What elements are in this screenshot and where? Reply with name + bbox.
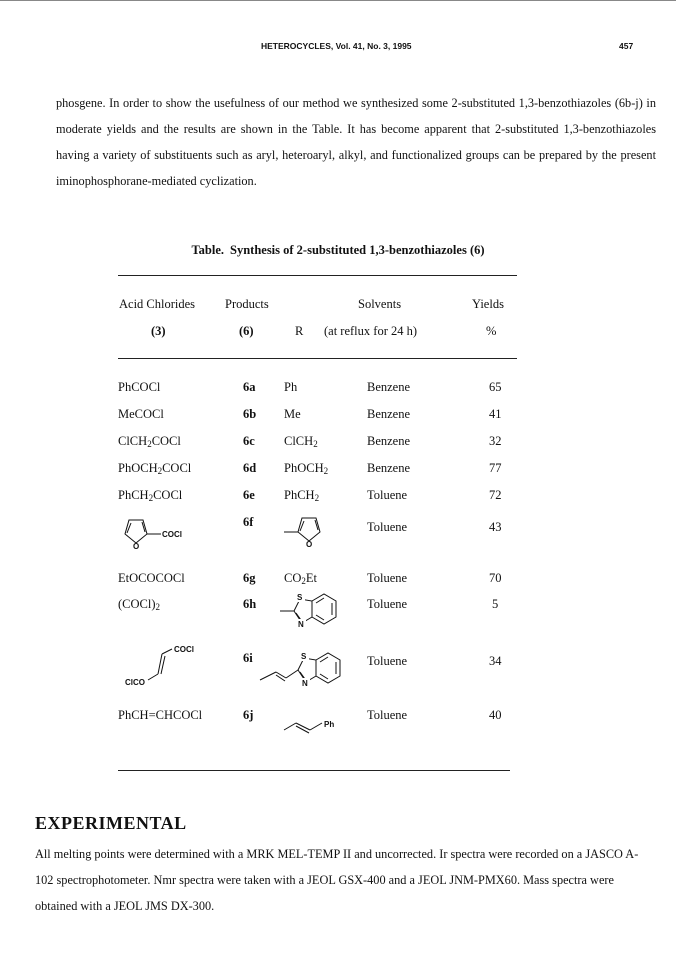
col-header-acid-chlorides: Acid Chlorides [119, 297, 196, 311]
styryl-r-structure [280, 710, 360, 741]
svg-text:ClCO: ClCO [125, 678, 145, 687]
acid-chloride-6j: PhCH=CHCOCl [118, 708, 203, 722]
solvent-6c: Benzene [367, 434, 411, 448]
product-6a: 6a [243, 380, 256, 394]
r-group-6a: Ph [284, 380, 298, 394]
acid-chloride-6d: PhOCH$_2$COCl [118, 461, 192, 476]
r-group-6g: $CO_2Et$ [284, 571, 317, 586]
col-header-yields: Yields [472, 297, 504, 311]
vinyl-benzothiazolyl-r-structure [258, 640, 360, 699]
r-group-6e: PhCH$_2$ [284, 488, 320, 503]
solvent-6h: Toluene [367, 597, 408, 611]
yield-6d: 77 [489, 461, 502, 475]
svg-text:S: S [297, 593, 303, 602]
r-group-6c: ClCH$_2$ [284, 434, 318, 449]
furoyl-chloride-structure [115, 510, 205, 557]
col-header-products: Products [225, 297, 269, 311]
yield-6j: 40 [489, 708, 502, 722]
acid-chloride-6h: $(COCl)_2$ [118, 597, 160, 612]
product-6j: 6j [243, 708, 254, 722]
body-paragraph: phosgene. In order to show the usefulness of our method we synthesized some 2-substituted 1,3-benzothiazoles (6b-j) in moderate yields and the results are shown in the Table. It has become apparent that 2-substituted 1,3-benzothiazoles having a variety of substituents such as aryl, heteroaryl, alkyl, and functionalized groups can be prepared by the present iminophosphorane-mediated cyclization. [56, 96, 656, 188]
solvent-6g: Toluene [367, 571, 408, 585]
col-header-r: R [295, 324, 304, 338]
table-top-rule [118, 275, 517, 276]
product-6c: 6c [243, 434, 255, 448]
product-6e: 6e [243, 488, 255, 502]
svg-text:O: O [133, 542, 140, 551]
product-6b: 6b [243, 407, 257, 421]
svg-text:Ph: Ph [324, 720, 335, 729]
fumaroyl-chloride-structure [114, 640, 204, 697]
acid-chloride-6c: ClCH$_2$COCl [118, 434, 181, 449]
svg-text:COCl: COCl [162, 530, 182, 539]
col-header-solvents-sub: (at reflux for 24 h) [324, 324, 418, 338]
solvent-6i: Toluene [367, 654, 408, 668]
table-bottom-rule [118, 770, 510, 771]
product-6h: 6h [243, 597, 257, 611]
furyl-r-structure [280, 508, 350, 555]
col-header-acid-sub: (3) [151, 324, 166, 338]
solvent-6f: Toluene [367, 520, 408, 534]
experimental-heading: EXPERIMENTAL [35, 813, 187, 833]
acid-chloride-6b: MeCOCl [118, 407, 164, 421]
yield-6h: 5 [492, 597, 499, 611]
solvent-6e: Toluene [367, 488, 408, 502]
yield-6g: 70 [489, 571, 502, 585]
yield-6i: 34 [489, 654, 502, 668]
acid-chloride-6e: PhCH$_2$COCl [118, 488, 183, 503]
solvent-6d: Benzene [367, 461, 411, 475]
acid-chloride-6g: EtOCOCOCl [118, 571, 185, 585]
yield-6a: 65 [489, 380, 502, 394]
acid-chloride-6a: PhCOCl [118, 380, 161, 394]
svg-text:COCl: COCl [174, 645, 194, 654]
table-caption-label: Table. [191, 243, 224, 257]
r-group-6b: Me [284, 407, 301, 421]
col-header-products-sub: (6) [239, 324, 254, 338]
benzothiazolyl-r-structure [278, 587, 358, 640]
table-caption [0, 243, 676, 258]
table-caption-text: Synthesis of 2-substituted 1,3-benzothiazoles (6) [230, 243, 485, 257]
solvent-6b: Benzene [367, 407, 411, 421]
yield-6f: 43 [489, 520, 502, 534]
yield-6c: 32 [489, 434, 502, 448]
page-top-rule [0, 0, 676, 1]
table-header-rule [118, 358, 517, 359]
svg-text:O: O [306, 540, 313, 549]
experimental-paragraph: All melting points were determined with a MRK MEL-TEMP II and uncorrected. Ir spectra were recorded on a JASCO A-102 spectrophotometer. Nmr spectra were taken with a JEOL GSX-400 and a JEOL JNM-PMX60. Mass spectra were obtained with a JEOL JMS DX-300. [35, 847, 639, 913]
yield-6b: 41 [489, 407, 502, 421]
svg-text:N: N [302, 679, 308, 688]
solvent-6j: Toluene [367, 708, 408, 722]
journal-citation: HETEROCYCLES, Vol. 41, No. 3, 1995 [261, 41, 412, 51]
product-6d: 6d [243, 461, 257, 475]
product-6g: 6g [243, 571, 256, 585]
page-number: 457 [619, 41, 634, 51]
col-header-solvents: Solvents [358, 297, 402, 311]
svg-text:N: N [298, 620, 304, 629]
svg-text:S: S [301, 652, 307, 661]
product-6f: 6f [243, 515, 254, 529]
r-group-6d: PhOCH$_2$ [284, 461, 329, 476]
col-header-yields-sub: % [486, 324, 497, 338]
product-6i: 6i [243, 651, 253, 665]
yield-6e: 72 [489, 488, 502, 502]
solvent-6a: Benzene [367, 380, 411, 394]
